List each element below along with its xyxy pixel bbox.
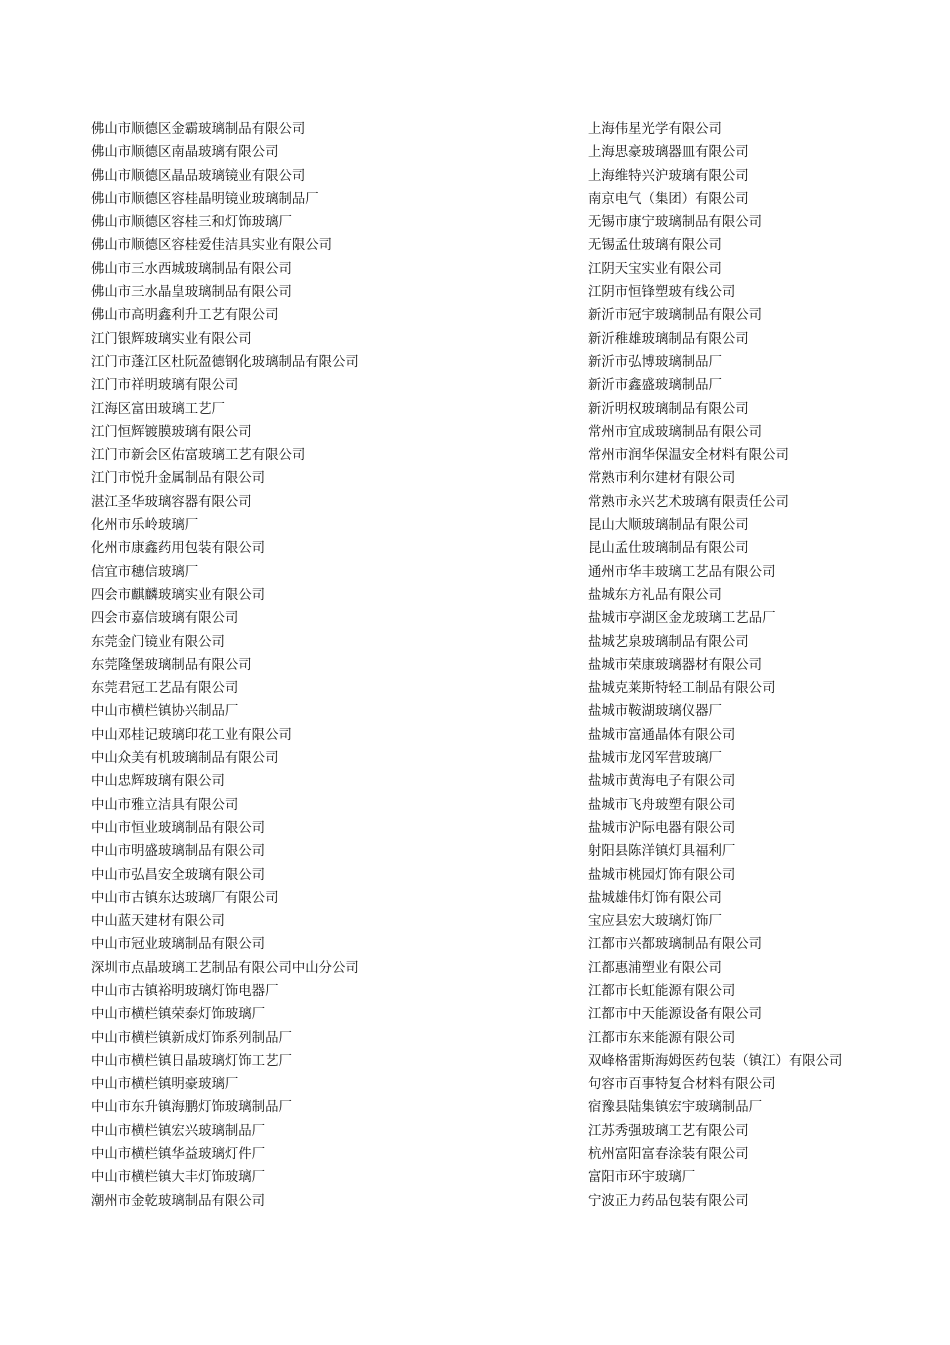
company-name: 中山市东升镇海鹏灯饰玻璃制品厂	[91, 1100, 292, 1116]
company-name: 富阳市环宇玻璃厂	[588, 1170, 696, 1186]
company-name: 佛山市高明鑫利升工艺有限公司	[91, 308, 279, 324]
company-name: 佛山市顺德区容桂三和灯饰玻璃厂	[91, 215, 292, 231]
company-name: 中山市横栏镇明豪玻璃厂	[91, 1077, 239, 1093]
company-name: 盐城市龙冈军营玻璃厂	[588, 751, 722, 767]
company-name: 盐城克莱斯特轻工制品有限公司	[588, 681, 776, 697]
company-name: 中山市横栏镇新成灯饰系列制品厂	[91, 1030, 292, 1046]
company-name: 盐城市沪际电器有限公司	[588, 820, 736, 836]
company-name: 中山市横栏镇宏兴玻璃制品厂	[91, 1123, 266, 1139]
company-name: 佛山市三水晶皇玻璃制品有限公司	[91, 285, 292, 301]
company-name: 中山市弘昌安全玻璃有限公司	[91, 867, 266, 883]
company-name: 杭州富阳富春涂装有限公司	[588, 1147, 749, 1163]
company-name: 江门恒辉镀膜玻璃有限公司	[91, 424, 252, 440]
company-name: 佛山市三水西城玻璃制品有限公司	[91, 261, 292, 277]
company-name: 中山市古镇东达玻璃厂有限公司	[91, 890, 279, 906]
company-name: 江门市悦升金属制品有限公司	[91, 471, 266, 487]
company-name: 湛江圣华玻璃容器有限公司	[91, 494, 252, 510]
company-name: 上海维特兴沪玻璃有限公司	[588, 168, 749, 184]
company-name: 句容市百事特复合材料有限公司	[588, 1077, 776, 1093]
company-list-right	[588, 118, 928, 1213]
company-name: 佛山市顺德区晶品玻璃镜业有限公司	[91, 168, 306, 184]
company-name: 盐城市黄海电子有限公司	[588, 774, 736, 790]
company-name: 盐城市荣康玻璃器材有限公司	[588, 657, 763, 673]
company-name: 江门市蓬江区杜阮盈德钢化玻璃制品有限公司	[91, 354, 359, 370]
company-name: 常熟市永兴艺术玻璃有限责任公司	[588, 494, 789, 510]
company-name: 盐城艺泉玻璃制品有限公司	[588, 634, 749, 650]
company-name: 中山市恒业玻璃制品有限公司	[91, 820, 266, 836]
company-name: 中山市横栏镇大丰灯饰玻璃厂	[91, 1170, 266, 1186]
company-name: 中山市横栏镇协兴制品厂	[91, 704, 239, 720]
company-name: 盐城市亭湖区金龙玻璃工艺品厂	[588, 611, 776, 627]
company-name: 中山市横栏镇荣泰灯饰玻璃厂	[91, 1007, 266, 1023]
company-name: 新沂明权玻璃制品有限公司	[588, 401, 749, 417]
company-name: 江都惠浦塑业有限公司	[588, 960, 722, 976]
company-name: 盐城市富通晶体有限公司	[588, 727, 736, 743]
company-name: 盐城市飞舟玻塑有限公司	[588, 797, 736, 813]
company-name: 化州市乐岭玻璃厂	[91, 518, 199, 534]
company-name: 常熟市利尔建材有限公司	[588, 471, 736, 487]
company-name: 中山市横栏镇华益玻璃灯件厂	[91, 1147, 266, 1163]
company-name: 上海伟星光学有限公司	[588, 122, 722, 137]
company-name: 东莞隆堡玻璃制品有限公司	[91, 657, 252, 673]
company-name: 东莞君冠工艺品有限公司	[91, 681, 239, 697]
company-name: 新沂稚雄玻璃制品有限公司	[588, 331, 749, 347]
company-name: 无锡孟仕玻璃有限公司	[588, 238, 722, 254]
company-name: 新沂市冠宇玻璃制品有限公司	[588, 308, 763, 324]
company-name: 宿豫县陆集镇宏宇玻璃制品厂	[588, 1100, 763, 1116]
company-name: 信宜市穗信玻璃厂	[91, 564, 199, 580]
company-name: 射阳县陈洋镇灯具福利厂	[588, 844, 736, 860]
company-name: 南京电气（集团）有限公司	[588, 191, 749, 207]
company-name: 无锡市康宁玻璃制品有限公司	[588, 215, 763, 231]
company-name: 江都市长虹能源有限公司	[588, 983, 736, 999]
company-name: 江都市中天能源设备有限公司	[588, 1007, 763, 1023]
company-name: 化州市康鑫药用包装有限公司	[91, 541, 266, 557]
company-name: 中山忠辉玻璃有限公司	[91, 774, 225, 790]
company-name: 江都市兴都玻璃制品有限公司	[588, 937, 763, 953]
company-name: 江苏秀强玻璃工艺有限公司	[588, 1123, 749, 1139]
company-name: 中山市古镇裕明玻璃灯饰电器厂	[91, 983, 279, 999]
company-name: 新沂市鑫盛玻璃制品厂	[588, 378, 722, 394]
company-name: 江都市东来能源有限公司	[588, 1030, 736, 1046]
company-name: 新沂市弘博玻璃制品厂	[588, 354, 722, 370]
company-name: 盐城市鞍湖玻璃仪器厂	[588, 704, 722, 720]
company-name: 上海思豪玻璃器皿有限公司	[588, 145, 749, 161]
company-name: 昆山孟仕玻璃制品有限公司	[588, 541, 749, 557]
company-name: 通州市华丰玻璃工艺品有限公司	[588, 564, 776, 580]
company-name: 江海区富田玻璃工艺厂	[91, 401, 225, 417]
company-name: 江门银辉玻璃实业有限公司	[91, 331, 252, 347]
company-name: 深圳市点晶玻璃工艺制品有限公司中山分公司	[91, 960, 359, 976]
company-name: 佛山市顺德区南晶玻璃有限公司	[91, 145, 279, 161]
company-name: 宝应县宏大玻璃灯饰厂	[588, 914, 722, 930]
company-name: 常州市润华保温安全材料有限公司	[588, 448, 789, 464]
company-name: 双峰格雷斯海姆医药包装（镇江）有限公司	[588, 1053, 843, 1069]
company-name: 中山市明盛玻璃制品有限公司	[91, 844, 266, 860]
company-name: 昆山大顺玻璃制品有限公司	[588, 518, 749, 534]
company-name: 中山市雅立洁具有限公司	[91, 797, 239, 813]
company-list-left	[91, 118, 561, 1213]
company-name: 常州市宜成玻璃制品有限公司	[588, 424, 763, 440]
company-name: 盐城市桃园灯饰有限公司	[588, 867, 736, 883]
company-name: 四会市嘉信玻璃有限公司	[91, 611, 239, 627]
company-name: 宁波正力药品包装有限公司	[588, 1193, 749, 1209]
company-name: 佛山市顺德区金霸玻璃制品有限公司	[91, 122, 306, 137]
company-name: 盐城雄伟灯饰有限公司	[588, 890, 722, 906]
company-name: 盐城东方礼品有限公司	[588, 587, 722, 603]
company-name: 中山蓝天建材有限公司	[91, 914, 225, 930]
company-name: 中山市冠业玻璃制品有限公司	[91, 937, 266, 953]
company-name: 佛山市顺德区容桂晶明镜业玻璃制品厂	[91, 191, 319, 207]
company-name: 江门市新会区佑富玻璃工艺有限公司	[91, 448, 306, 464]
company-name: 江门市祥明玻璃有限公司	[91, 378, 239, 394]
company-name: 中山众美有机玻璃制品有限公司	[91, 751, 279, 767]
company-name: 潮州市金乾玻璃制品有限公司	[91, 1193, 266, 1209]
company-name: 中山邓桂记玻璃印花工业有限公司	[91, 727, 292, 743]
company-name: 四会市麒麟玻璃实业有限公司	[91, 587, 266, 603]
company-name: 佛山市顺德区容桂爱佳洁具实业有限公司	[91, 238, 333, 254]
company-name: 东莞金门镜业有限公司	[91, 634, 225, 650]
company-name: 中山市横栏镇日晶玻璃灯饰工艺厂	[91, 1053, 292, 1069]
company-name: 江阴市恒锋塑玻有线公司	[588, 285, 736, 301]
company-name: 江阴天宝实业有限公司	[588, 261, 722, 277]
